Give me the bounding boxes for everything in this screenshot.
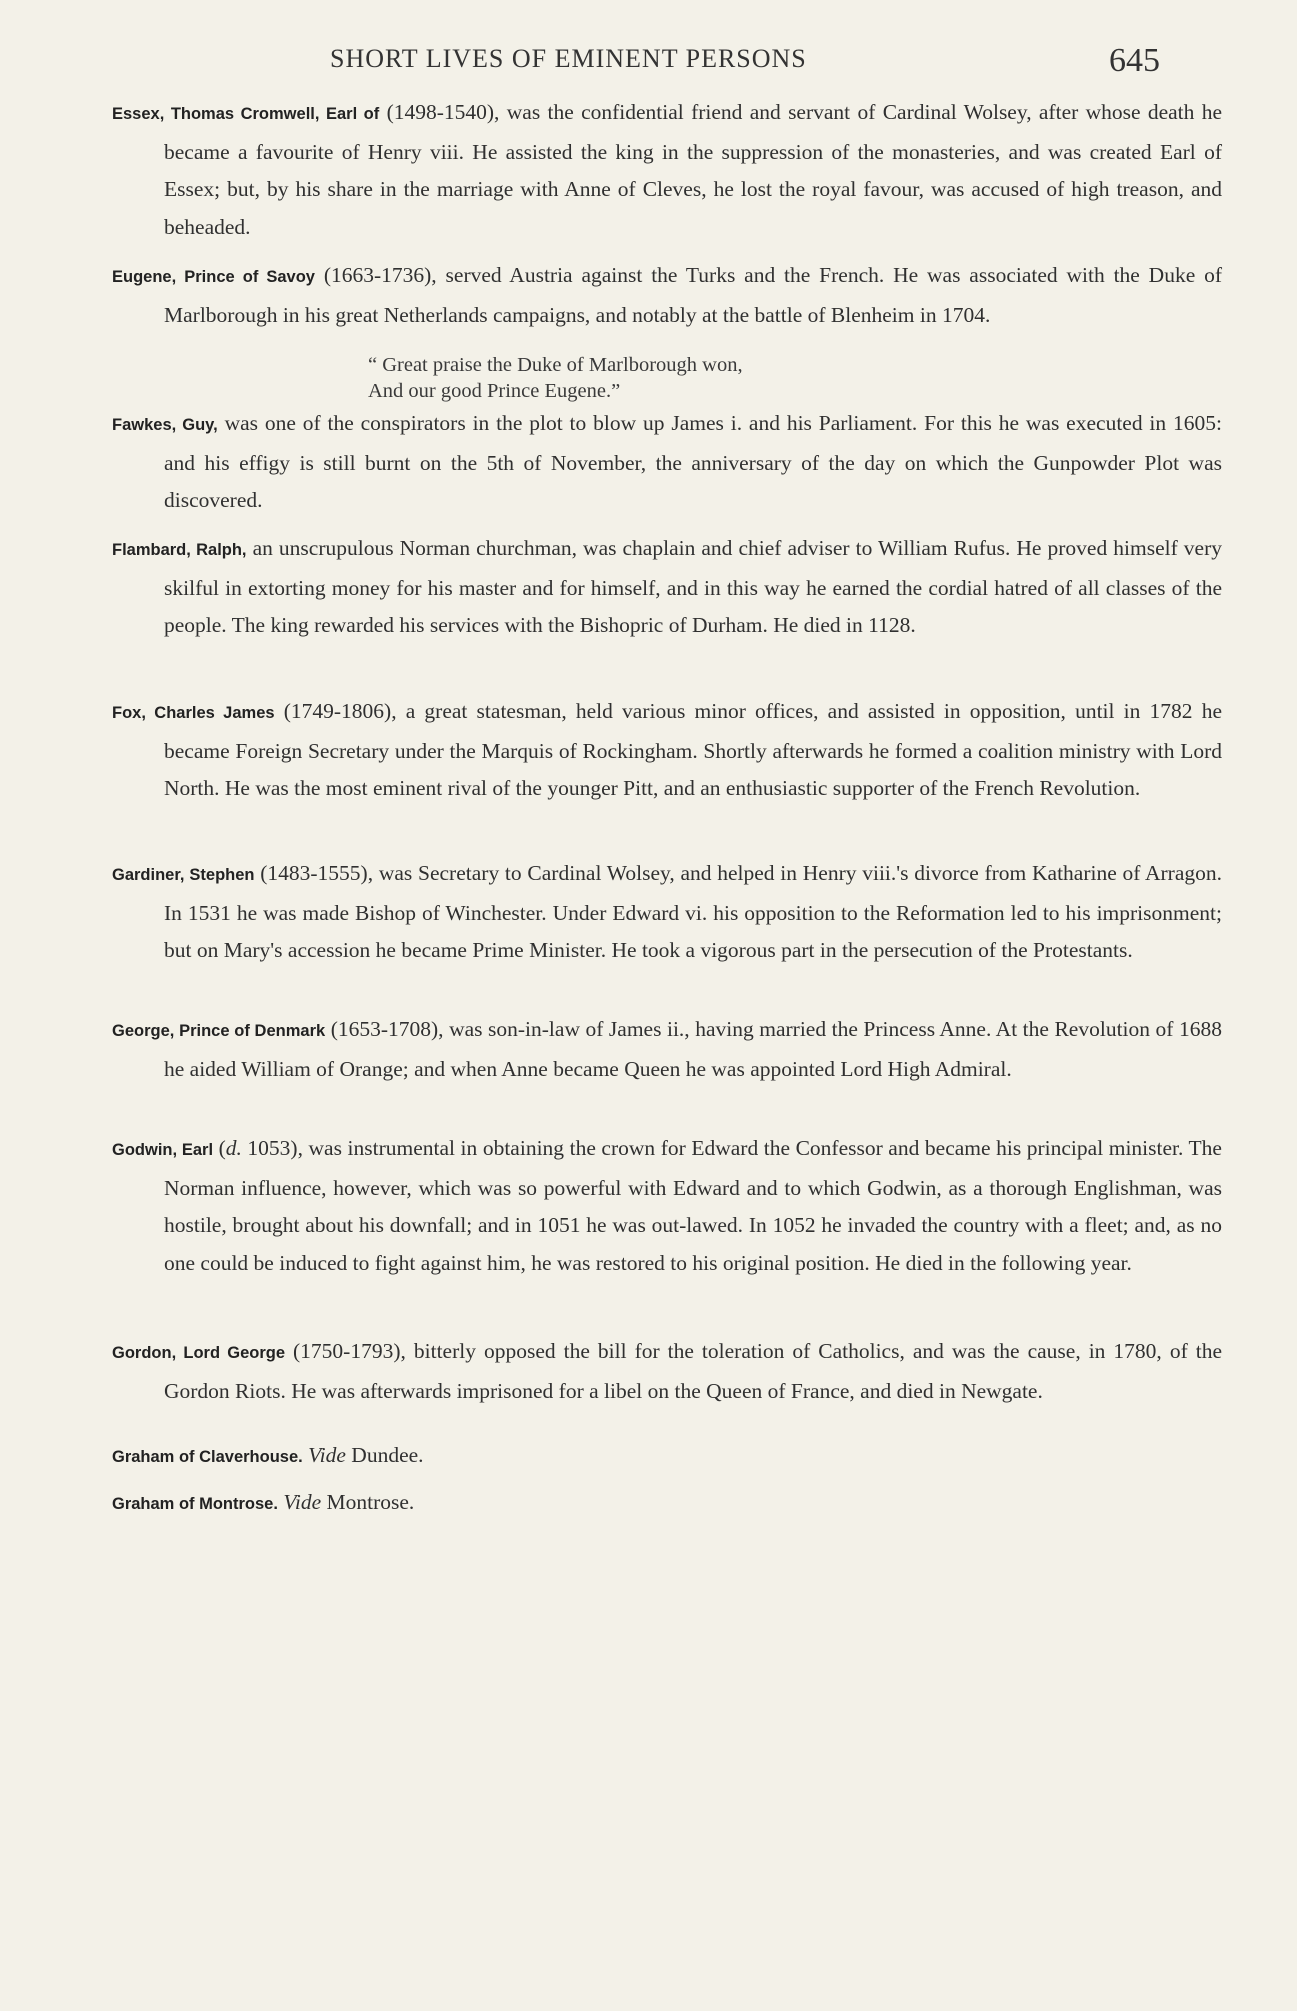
entry-gardiner [112, 855, 1222, 970]
entry-text: an unscrupulous Norman churchman, was chaplain and chief adviser to William Rufus. He proved himself very skilful in extorting money for his master and for himself, and in this way he earned the cordial hatred of all classes of the people. The king rewarded his services with the Bishopric of Durham. He died in 1128. [164, 536, 1223, 637]
entry-text: (1749-1806), a great statesman, held various minor offices, and assisted in opposition, until in 1782 he became Foreign Secretary under the Marquis of Rockingham. Shortly afterwards he formed a coalition ministry with Lord North. He was the most eminent rival of the younger Pitt, and an enthusiastic supporter of the French Revolution. [164, 699, 1222, 800]
entry-italic: Vide [283, 1490, 322, 1514]
entry-fawkes [112, 405, 1222, 520]
entry-text: (1483-1555), was Secretary to Cardinal Wolsey, and helped in Henry viii.'s divorce from Katharine of Arragon. In 1531 he was made Bishop of Winchester. Under Edward vi. his opposition to the Reformation led to his imprisonment; but on Mary's accession he became Prime Minister. He took a vigorous part in the persecution of the Protestants. [164, 861, 1222, 962]
entry-essex [112, 94, 1222, 246]
entry-text: (1498-1540), was the confidential friend and servant of Cardinal Wolsey, after whose death he became a favourite of Henry viii. He assisted the king in the suppression of the monasteries, and was created Earl of Essex; but, by his share in the marriage with Anne of Cleves, he lost the royal favour, was accused of high treason, and beheaded. [164, 100, 1222, 239]
entry-italic: d. [225, 1136, 242, 1160]
entry-graham-claverhouse [112, 1437, 1222, 1477]
entry-graham-montrose [112, 1484, 1222, 1524]
entry-eugene [112, 257, 1222, 334]
quote-line: And our good Prince Eugene.” [368, 380, 621, 402]
entry-heading: Graham of Montrose. [112, 1495, 278, 1513]
entry-text: Montrose. [321, 1490, 415, 1514]
entry-heading: Gordon, Lord George [112, 1344, 286, 1362]
entry-george [112, 1011, 1222, 1088]
entry-text: (1750-1793), bitterly opposed the bill for the toleration of Catholics, and was the cause, in 1780, of the Gordon Riots. He was afterwards imprisoned for a libel on the Queen of France, and died in Newgate. [164, 1339, 1222, 1403]
quote-line: “ Great praise the Duke of Marlborough won, [368, 354, 743, 376]
entry-text: was one of the conspirators in the plot to blow up James i. and his Parliament. For this he was executed in 1605: and his effigy is still burnt on the 5th of November, the anniversary of the day on which the Gunpowder Plot was discovered. [164, 411, 1222, 512]
entry-heading: Fawkes, Guy, [112, 416, 218, 434]
page-number: 645 [1109, 42, 1160, 79]
verse-quote [368, 352, 1068, 404]
entry-heading: Eugene, Prince of Savoy [112, 268, 315, 286]
entry-heading: Flambard, Ralph, [112, 541, 247, 559]
entry-text: (1663-1736), served Austria against the Turks and the French. He was associated with the Duke of Marlborough in his great Netherlands campaigns, and notably at the battle of Blenheim in 1704. [164, 263, 1223, 327]
entry-heading: Gardiner, Stephen [112, 866, 255, 884]
entry-flambard [112, 530, 1222, 645]
entry-heading: Fox, Charles James [112, 704, 275, 722]
entry-heading: George, Prince of Denmark [112, 1022, 326, 1040]
entry-text: Dundee. [345, 1443, 424, 1467]
entry-fox [112, 693, 1222, 808]
entry-heading: Graham of Claverhouse. [112, 1448, 303, 1466]
entry-text: (1653-1708), was son-in-law of James ii., having married the Princess Anne. At the Revolution of 1688 he aided William of Orange; and when Anne became Queen he was appointed Lord High Admiral. [164, 1017, 1222, 1081]
entry-gordon [112, 1333, 1222, 1410]
entry-heading: Godwin, Earl [112, 1141, 214, 1159]
entry-text: 1053), was instrumental in obtaining the crown for Edward the Confessor and became his principal minister. The Norman influence, however, which was so powerful with Edward and to which Godwin, as a thorough Englishman, was hostile, brought about his downfall; and in 1051 he was out-lawed. In 1052 he invaded the country with a fleet; and, as no one could be induced to fight against him, he was restored to his original position. He died in the following year. [164, 1136, 1222, 1275]
running-title: SHORT LIVES OF EMINENT PERSONS [330, 44, 807, 73]
running-head [330, 44, 1160, 88]
entry-heading: Essex, Thomas Cromwell, Earl of [112, 105, 380, 123]
entry-text-pre: ( [213, 1136, 226, 1160]
entry-godwin [112, 1130, 1222, 1282]
entry-italic: Vide [308, 1443, 346, 1467]
